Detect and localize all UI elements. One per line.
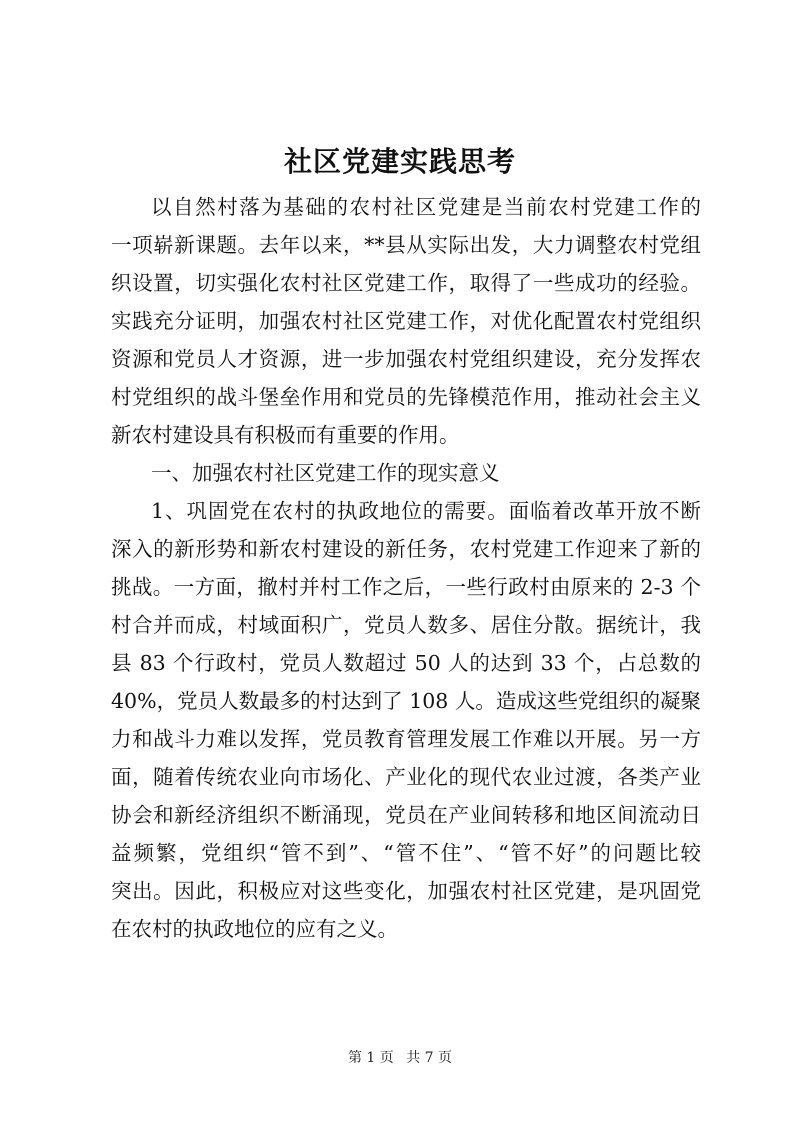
document-body xyxy=(111,188,701,948)
paragraph-line: 深入的新形势和新农村建设的新任务，农村党建工作迎来了新的 xyxy=(111,537,701,561)
paragraph-line: 一项崭新课题。去年以来，**县从实际出发，大力调整农村党组 xyxy=(111,233,701,257)
page-number: 第 1 页 xyxy=(347,1050,394,1066)
paragraph-line: 村合并而成，村域面积广，党员人数多、居住分散。据统计，我 xyxy=(111,613,701,637)
paragraph-line: 挑战。一方面，撤村并村工作之后，一些行政村由原来的 2-3 个 xyxy=(111,575,701,599)
page-footer xyxy=(0,1048,800,1068)
paragraph-line: 在农村的执政地位的应有之义。 xyxy=(111,917,398,941)
paragraph-line: 40%，党员人数最多的村达到了 108 人。造成这些党组织的凝聚 xyxy=(111,689,701,713)
paragraph-line: 新农村建设具有积极而有重要的作用。 xyxy=(111,423,460,447)
paragraph-line: 资源和党员人才资源，进一步加强农村党组织建设，充分发挥农 xyxy=(111,347,701,371)
paragraph-line: 织设置，切实强化农村社区党建工作，取得了一些成功的经验。 xyxy=(111,271,701,295)
paragraph-line: 面，随着传统农业向市场化、产业化的现代农业过渡，各类产业 xyxy=(111,765,701,789)
section-heading: 一、加强农村社区党建工作的现实意义 xyxy=(151,461,500,485)
paragraph-line: 协会和新经济组织不断涌现，党员在产业间转移和地区间流动日 xyxy=(111,803,701,827)
paragraph-line: 村党组织的战斗堡垒作用和党员的先锋模范作用，推动社会主义 xyxy=(111,385,701,409)
paragraph-line: 力和战斗力难以发挥，党员教育管理发展工作难以开展。另一方 xyxy=(111,727,701,751)
paragraph-line: 以自然村落为基础的农村社区党建是当前农村党建工作的 xyxy=(151,195,701,219)
paragraph-line: 实践充分证明，加强农村社区党建工作，对优化配置农村党组织 xyxy=(111,309,701,333)
paragraph-line: 突出。因此，积极应对这些变化，加强农村社区党建，是巩固党 xyxy=(111,879,701,903)
paragraph-line: 1、巩固党在农村的执政地位的需要。面临着改革开放不断 xyxy=(151,499,701,523)
document-title: 社区党建实践思考 xyxy=(283,145,516,178)
paragraph-line: 益频繁，党组织“管不到”、“管不住”、“管不好”的问题比较 xyxy=(111,841,701,865)
paragraph-line: 县 83 个行政村，党员人数超过 50 人的达到 33 个，占总数的 xyxy=(111,651,701,675)
page-total: 共 7 页 xyxy=(406,1050,453,1066)
